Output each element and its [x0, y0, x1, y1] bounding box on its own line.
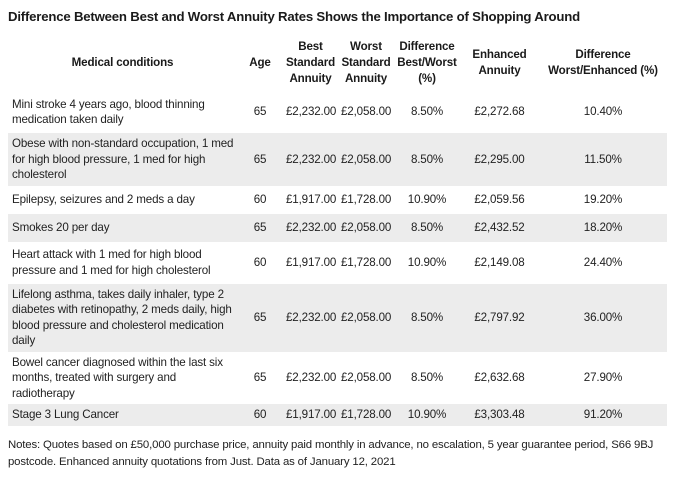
table-row: [8, 133, 667, 186]
cell-difference-best-worst: 8.50%: [410, 371, 444, 384]
cell-age: 60: [237, 404, 283, 426]
cell-worst-standard: £1,728.00: [341, 192, 392, 206]
cell-best-standard: £2,232.00: [283, 284, 338, 352]
cell-worst-standard: £2,058.00: [338, 133, 394, 186]
cell-best-standard: £2,232.00: [286, 105, 337, 119]
table-row: [8, 186, 667, 214]
cell-worst-standard: £2,058.00: [341, 105, 392, 119]
cell-worst-standard: £1,728.00: [338, 404, 394, 426]
footnote: Notes: Quotes based on £50,000 purchase price, annuity paid monthly in advance, no escalation, 5 year guarantee period, S66 9BJ postcode. Enhanced annuity quotations from Just. Data as of January 12, 2021: [8, 439, 654, 468]
cell-difference-best-worst: 10.90%: [407, 255, 447, 269]
header-difference-best-worst: Difference Best/Worst (%): [397, 39, 457, 85]
cell-medical-condition: Bowel cancer diagnosed within the last six months, treated with surgery and radiotherapy: [12, 355, 223, 400]
cell-difference-worst-enhanced: 36.00%: [539, 284, 667, 352]
cell-difference-best-worst: 8.50%: [394, 133, 460, 186]
table-title: Difference Between Best and Worst Annuity Rates Shows the Importance of Shopping Around: [8, 9, 580, 24]
cell-age: 65: [253, 371, 267, 384]
cell-enhanced-annuity: £2,632.68: [474, 371, 525, 384]
cell-worst-standard: £2,058.00: [338, 284, 394, 352]
annuity-rates-table: [8, 34, 667, 426]
cell-enhanced-annuity: £2,059.56: [474, 192, 525, 206]
cell-difference-worst-enhanced: 18.20%: [539, 214, 667, 242]
header-age: Age: [249, 55, 271, 69]
cell-worst-standard: £1,728.00: [341, 255, 392, 269]
cell-age: 65: [237, 133, 283, 186]
cell-difference-best-worst: 8.50%: [394, 214, 460, 242]
cell-age: 65: [237, 214, 283, 242]
cell-difference-worst-enhanced: 11.50%: [539, 133, 667, 186]
table-row: [8, 214, 667, 242]
cell-worst-standard: £2,058.00: [341, 371, 392, 384]
cell-difference-worst-enhanced: 19.20%: [583, 192, 623, 206]
cell-age: 65: [253, 105, 267, 119]
cell-medical-condition: Stage 3 Lung Cancer: [8, 404, 237, 426]
cell-best-standard: £2,232.00: [286, 371, 337, 384]
header-enhanced-annuity: Enhanced Annuity: [472, 47, 527, 77]
cell-medical-condition: Epilepsy, seizures and 2 meds a day: [12, 192, 195, 206]
cell-age: 60: [253, 192, 267, 206]
header-difference-worst-enhanced: Difference Worst/Enhanced (%): [548, 47, 658, 77]
cell-enhanced-annuity: £2,432.52: [460, 214, 539, 242]
table-row: [8, 242, 667, 284]
cell-difference-best-worst: 10.90%: [407, 192, 447, 206]
cell-difference-worst-enhanced: 27.90%: [583, 371, 623, 384]
cell-enhanced-annuity: £2,295.00: [460, 133, 539, 186]
cell-enhanced-annuity: £2,149.08: [474, 255, 525, 269]
cell-best-standard: £1,917.00: [286, 192, 337, 206]
cell-enhanced-annuity: £3,303.48: [460, 404, 539, 426]
cell-difference-best-worst: 10.90%: [394, 404, 460, 426]
cell-best-standard: £1,917.00: [283, 404, 338, 426]
cell-difference-worst-enhanced: 24.40%: [583, 255, 623, 269]
cell-medical-condition: Heart attack with 1 med for high blood pressure and 1 med for high cholesterol: [12, 248, 211, 277]
cell-enhanced-annuity: £2,797.92: [460, 284, 539, 352]
table-row: [8, 91, 667, 133]
cell-medical-condition: Mini stroke 4 years ago, blood thinning medication taken daily: [12, 97, 205, 126]
cell-medical-condition: Lifelong asthma, takes daily inhaler, type 2 diabetes with retinopathy, 2 meds daily, high blood pressure and cholesterol medication daily: [8, 284, 237, 352]
header-worst-standard-annuity: Worst Standard Annuity: [341, 39, 391, 85]
cell-enhanced-annuity: £2,272.68: [474, 105, 525, 119]
header-row: [8, 34, 667, 91]
cell-medical-condition: Smokes 20 per day: [8, 214, 237, 242]
cell-difference-worst-enhanced: 10.40%: [583, 105, 623, 119]
cell-best-standard: £2,232.00: [283, 133, 338, 186]
cell-age: 65: [237, 284, 283, 352]
header-best-standard-annuity: Best Standard Annuity: [285, 39, 336, 85]
cell-best-standard: £2,232.00: [283, 214, 338, 242]
cell-worst-standard: £2,058.00: [338, 214, 394, 242]
table-row: [8, 284, 667, 352]
cell-difference-best-worst: 8.50%: [410, 105, 444, 119]
cell-best-standard: £1,917.00: [286, 255, 337, 269]
cell-medical-condition: Obese with non-standard occupation, 1 med for high blood pressure, 1 med for high cholesterol: [8, 133, 237, 186]
header-medical-conditions: Medical conditions: [71, 55, 174, 69]
cell-age: 60: [253, 255, 267, 269]
table-row: [8, 352, 667, 405]
cell-difference-best-worst: 8.50%: [394, 284, 460, 352]
table-row: [8, 404, 667, 426]
cell-difference-worst-enhanced: 91.20%: [539, 404, 667, 426]
